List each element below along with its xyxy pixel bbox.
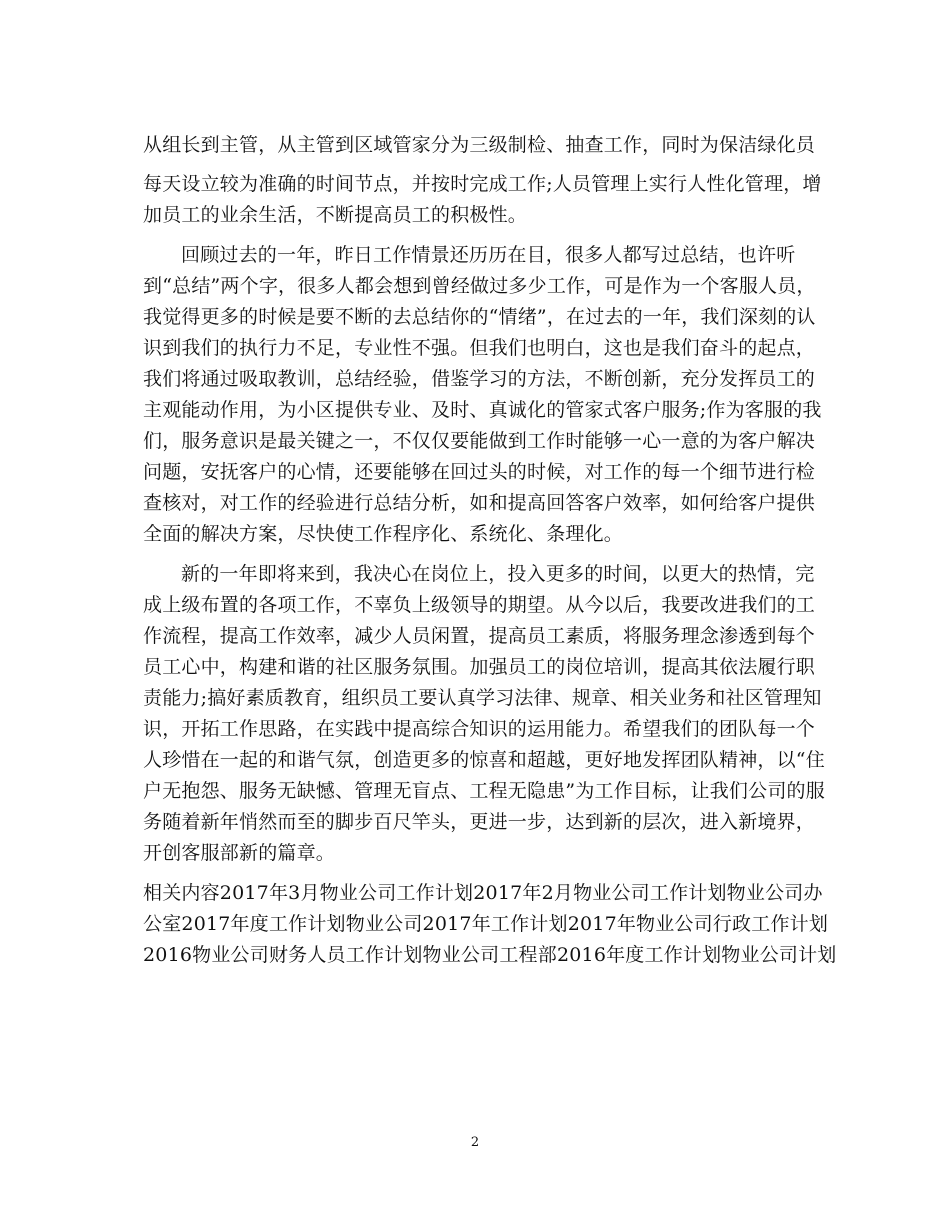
- text-line: 人珍惜在一起的和谐气氛，创造更多的惊喜和超越，更好地发挥团队精神，以“住: [143, 749, 825, 771]
- text-line: 到“总结”两个字，很多人都会想到曾经做过多少工作，可是作为一个客服人员，: [143, 275, 816, 297]
- text-line: 回顾过去的一年，昨日工作情景还历历在目，很多人都写过总结，也许听: [181, 244, 796, 266]
- text-line: 问题，安抚客户的心情，还要能够在回过头的时候，对工作的每一个细节进行检: [143, 461, 816, 483]
- text-line: 加员工的业余生活，不断提高员工的积极性。: [143, 204, 528, 226]
- text-line: 2016物业公司财务人员工作计划物业公司工程部2016年度工作计划物业公司计划: [143, 944, 837, 966]
- text-line: 公室2017年度工作计划物业公司2017年工作计划2017年物业公司行政工作计划: [143, 913, 829, 935]
- text-line: 员工心中，构建和谐的社区服务氛围。加强员工的岗位培训，提高其依法履行职: [143, 656, 816, 678]
- text-line: 我觉得更多的时候是要不断的去总结你的“情绪”，在过去的一年，我们深刻的认: [143, 306, 816, 328]
- text-line: 查核对，对工作的经验进行总结分析，如和提高回答客户效率，如何给客户提供: [143, 492, 816, 514]
- text-line: 们，服务意识是最关键之一，不仅仅要能做到工作时能够一心一意的为客户解决: [143, 430, 816, 452]
- text-line: 户无抱怨、服务无缺憾、管理无盲点、工程无隐患”为工作目标，让我们公司的服: [143, 780, 825, 802]
- text-line: 识，开拓工作思路，在实践中提高综合知识的运用能力。希望我们的团队每一个: [143, 718, 816, 740]
- text-line: 相关内容2017年3月物业公司工作计划2017年2月物业公司工作计划物业公司办: [143, 882, 823, 904]
- text-line: 开创客服部新的篇章。: [143, 842, 336, 864]
- text-line: 每天设立较为准确的时间节点，并按时完成工作;人员管理上实行人性化管理，增: [143, 173, 822, 195]
- text-line: 全面的解决方案，尽快使工作程序化、系统化、条理化。: [143, 523, 624, 545]
- text-line: 识到我们的执行力不足，专业性不强。但我们也明白，这也是我们奋斗的起点，: [143, 337, 816, 359]
- text-line: 作流程，提高工作效率，减少人员闲置，提高员工素质，将服务理念渗透到每个: [143, 625, 816, 647]
- text-line: 从组长到主管，从主管到区域管家分为三级制检、抽查工作，同时为保洁绿化员: [143, 134, 816, 156]
- text-line: 成上级布置的各项工作，不辜负上级领导的期望。从今以后，我要改进我们的工: [143, 594, 816, 616]
- text-line: 务随着新年悄然而至的脚步百尺竿头，更进一步，达到新的层次，进入新境界，: [143, 811, 816, 833]
- page-number: 2: [470, 1135, 480, 1150]
- text-line: 责能力;搞好素质教育，组织员工要认真学习法律、规章、相关业务和社区管理知: [143, 687, 822, 709]
- text-line: 我们将通过吸取教训，总结经验，借鉴学习的方法，不断创新，充分发挥员工的: [143, 368, 816, 390]
- text-line: 主观能动作用，为小区提供专业、及时、真诚化的管家式客户服务;作为客服的我: [143, 399, 822, 421]
- text-line: 新的一年即将来到，我决心在岗位上，投入更多的时间，以更大的热情，完: [181, 563, 815, 585]
